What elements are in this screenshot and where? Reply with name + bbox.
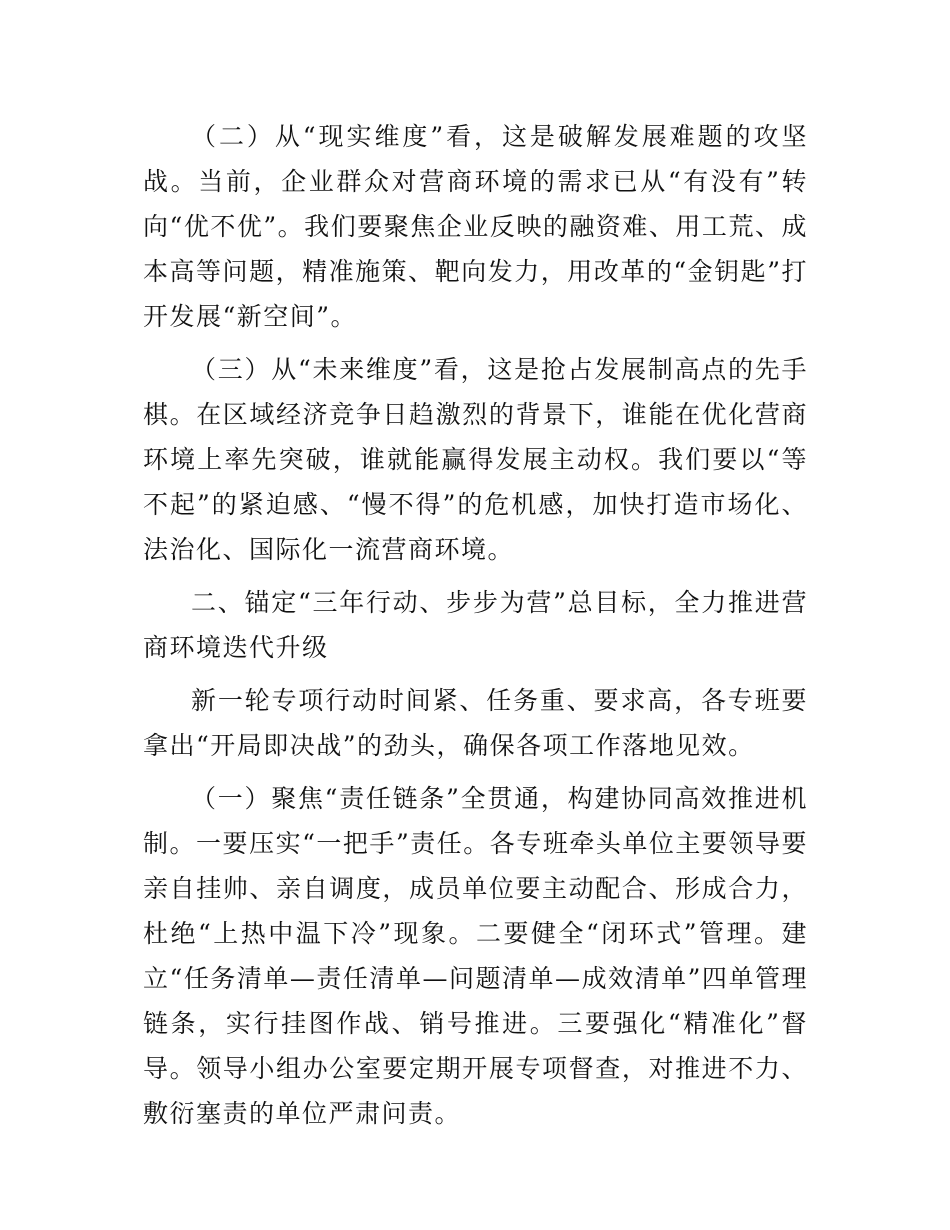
paragraph-section-2-3: （三）从“未来维度”看，这是抢占发展制高点的先手棋。在区域经济竞争日趋激烈的背景下，谁能在优化营商环境上率先突破，谁就能赢得发展主动权。我们要以“等不起”的紧迫感、“慢不得”的危机感，加快打造市场化、法治化、国际化一流营商环境。 — [143, 355, 808, 564]
paragraph-section-2-2: （二）从“现实维度”看，这是破解发展难题的攻坚战。当前，企业群众对营商环境的需求已从“有没有”转向“优不优”。我们要聚焦企业反映的融资难、用工荒、成本高等问题，精准施策、靶向发力，用改革的“金钥匙”打开发展“新空间”。 — [143, 122, 808, 331]
paragraph-section-intro: 新一轮专项行动时间紧、任务重、要求高，各专班要拿出“开局即决战”的劲头，确保各项工作落地见效。 — [143, 686, 808, 760]
document-body — [143, 114, 808, 1144]
section-heading-2: 二、锚定“三年行动、步步为营”总目标，全力推进营商环境迭代升级 — [143, 588, 808, 662]
paragraph-subsection-1: （一）聚焦“责任链条”全贯通，构建协同高效推进机制。一要压实“一把手”责任。各专班牵头单位主要领导要亲自挂帅、亲自调度，成员单位要主动配合、形成合力，杜绝“上热中温下冷”现象。二要健全“闭环式”管理。建立“任务清单—责任清单—问题清单—成效清单”四单管理链条，实行挂图作战、销号推进。三要强化“精准化”督导。领导小组办公室要定期开展专项督查，对推进不力、敷衍塞责的单位严肃问责。 — [143, 784, 808, 1128]
